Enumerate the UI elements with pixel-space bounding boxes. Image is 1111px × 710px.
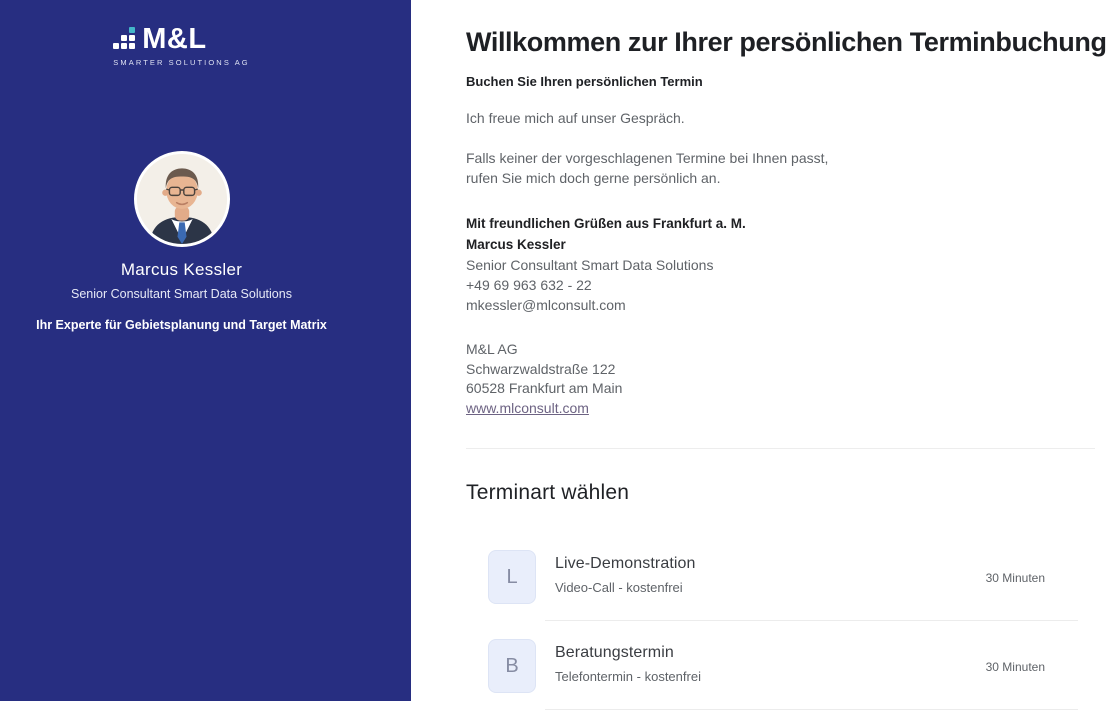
consultant-name: Marcus Kessler — [120, 260, 243, 279]
consultant-expert-line: Ihr Experte für Gebietsplanung und Target Matrix — [36, 318, 327, 332]
company-address-block — [466, 340, 1095, 418]
company-city: 60528 Frankfurt am Main — [466, 380, 623, 397]
signature-phone: +49 69 963 632 - 22 — [466, 277, 592, 294]
signature-title: Senior Consultant Smart Data Solutions — [466, 257, 714, 274]
appointment-initial-tile: B — [488, 639, 536, 693]
ml-logo-dots-icon — [113, 27, 135, 49]
appointment-subtitle: Video-Call - kostenfrei — [555, 580, 683, 596]
consultant-sidebar — [0, 0, 411, 701]
person-avatar-image — [137, 154, 227, 244]
intro-paragraph-2: Falls keiner der vorgeschlagenen Termine bei Ihnen passt, rufen Sie mich doch gerne persönlich an. — [466, 150, 829, 187]
section-title-terminart: Terminart wählen — [466, 481, 630, 505]
signature-name: Marcus Kessler — [466, 236, 566, 252]
booking-main-panel — [411, 0, 1111, 701]
appointment-type-list — [488, 550, 1078, 710]
appointment-subtitle: Telefontermin - kostenfrei — [555, 669, 701, 685]
logo-tagline: SMARTER SOLUTIONS AG — [113, 58, 250, 67]
appointment-duration: 30 Minuten — [985, 660, 1045, 675]
appointment-option-live-demonstration[interactable] — [488, 550, 1078, 604]
signature-block — [466, 214, 1095, 315]
company-street: Schwarzwaldstraße 122 — [466, 360, 616, 377]
intro-paragraph-1: Ich freue mich auf unser Gespräch. — [466, 110, 685, 127]
signature-email: mkessler@mlconsult.com — [466, 297, 626, 314]
company-logo — [113, 23, 250, 67]
company-name: M&L AG — [466, 341, 518, 358]
consultant-title: Senior Consultant Smart Data Solutions — [71, 287, 292, 301]
page-title: Willkommen zur Ihrer persönlichen Terminbuchung — [466, 27, 1107, 57]
appointment-title: Live-Demonstration — [555, 555, 696, 573]
page-subtitle: Buchen Sie Ihren persönlichen Termin — [466, 74, 703, 90]
logo-wordmark: M&L — [142, 23, 207, 56]
appointment-initial-tile: L — [488, 550, 536, 604]
signature-greeting: Mit freundlichen Grüßen aus Frankfurt a. M. — [466, 216, 746, 232]
profile-photo — [134, 151, 230, 247]
appointment-duration: 30 Minuten — [985, 571, 1045, 586]
list-item-divider — [545, 620, 1078, 621]
appointment-title: Beratungstermin — [555, 644, 674, 662]
appointment-option-beratungstermin[interactable] — [488, 639, 1078, 693]
section-divider — [466, 448, 1095, 449]
company-website-link[interactable]: www.mlconsult.com — [466, 399, 589, 416]
